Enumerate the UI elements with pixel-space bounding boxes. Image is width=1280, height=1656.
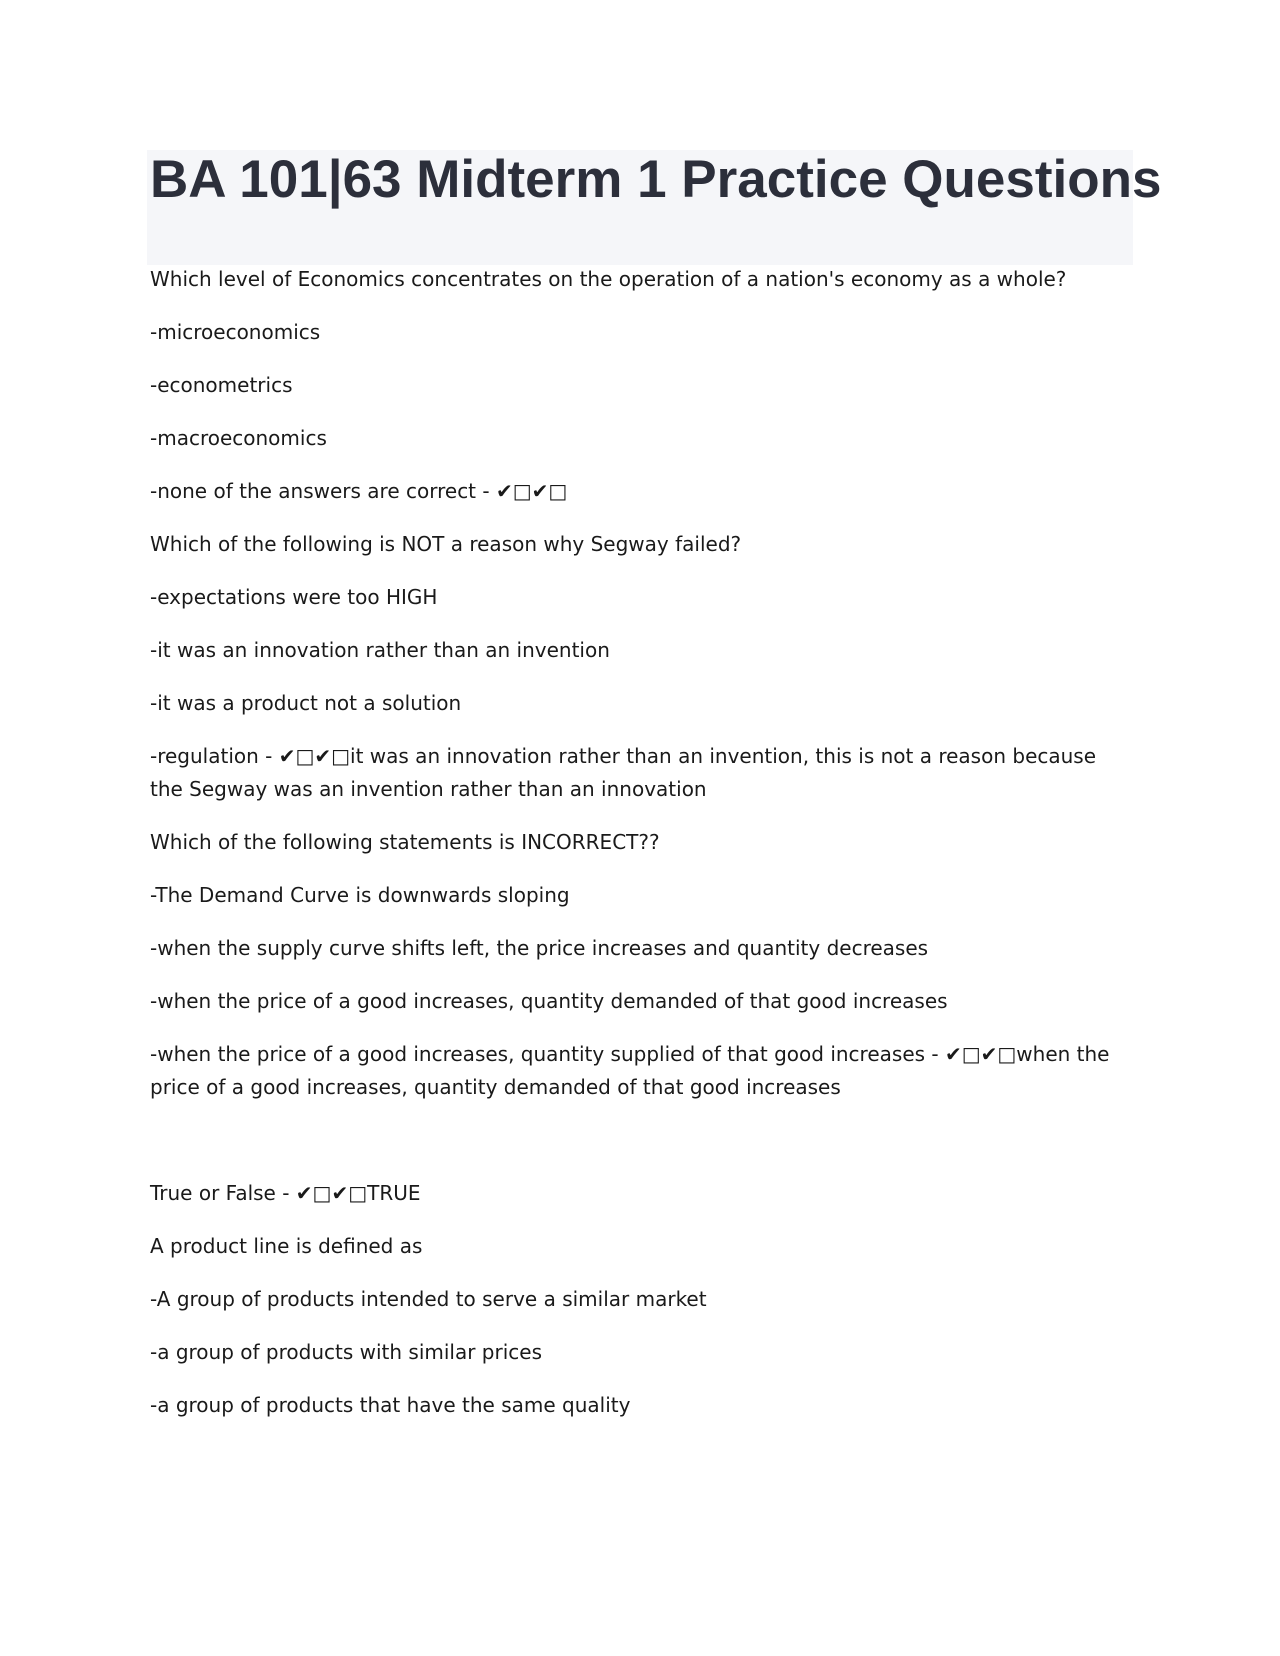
question-text: Which of the following is NOT a reason why Segway failed?	[150, 532, 742, 556]
answer-option-with-key: -when the price of a good increases, quantity supplied of that good increases - ✔□✔□when the price of a good increases, quantity demanded of that good increases	[150, 1042, 1110, 1099]
answer-option: -when the supply curve shifts left, the price increases and quantity decreases	[150, 936, 929, 960]
answer-option: -The Demand Curve is downwards sloping	[150, 883, 570, 907]
answer-option: -expectations were too HIGH	[150, 585, 438, 609]
answer-option-with-key: -regulation - ✔□✔□it was an innovation rather than an invention, this is not a reason because the Segway was an invention rather than an innovation	[150, 744, 1097, 801]
answer-option: -a group of products that have the same quality	[150, 1393, 631, 1417]
answer-option: -a group of products with similar prices	[150, 1340, 543, 1364]
answer-option: -econometrics	[150, 373, 293, 397]
answer-option: -microeconomics	[150, 320, 321, 344]
answer-option: -when the price of a good increases, quantity demanded of that good increases	[150, 989, 948, 1013]
question-text: A product line is defined as	[150, 1234, 423, 1258]
answer-option: -it was an innovation rather than an invention	[150, 638, 610, 662]
question-with-key: True or False - ✔□✔□TRUE	[150, 1181, 421, 1205]
document-title: BA 101|63 Midterm 1 Practice Questions	[150, 150, 1162, 209]
answer-option: -it was a product not a solution	[150, 691, 462, 715]
answer-option-with-key: -none of the answers are correct - ✔□✔□	[150, 479, 568, 503]
answer-option: -macroeconomics	[150, 426, 327, 450]
question-text: Which of the following statements is INCORRECT??	[150, 830, 660, 854]
question-text: Which level of Economics concentrates on the operation of a nation's economy as a whole?	[150, 267, 1067, 291]
document-body	[150, 263, 1130, 1422]
answer-option: -A group of products intended to serve a similar market	[150, 1287, 707, 1311]
